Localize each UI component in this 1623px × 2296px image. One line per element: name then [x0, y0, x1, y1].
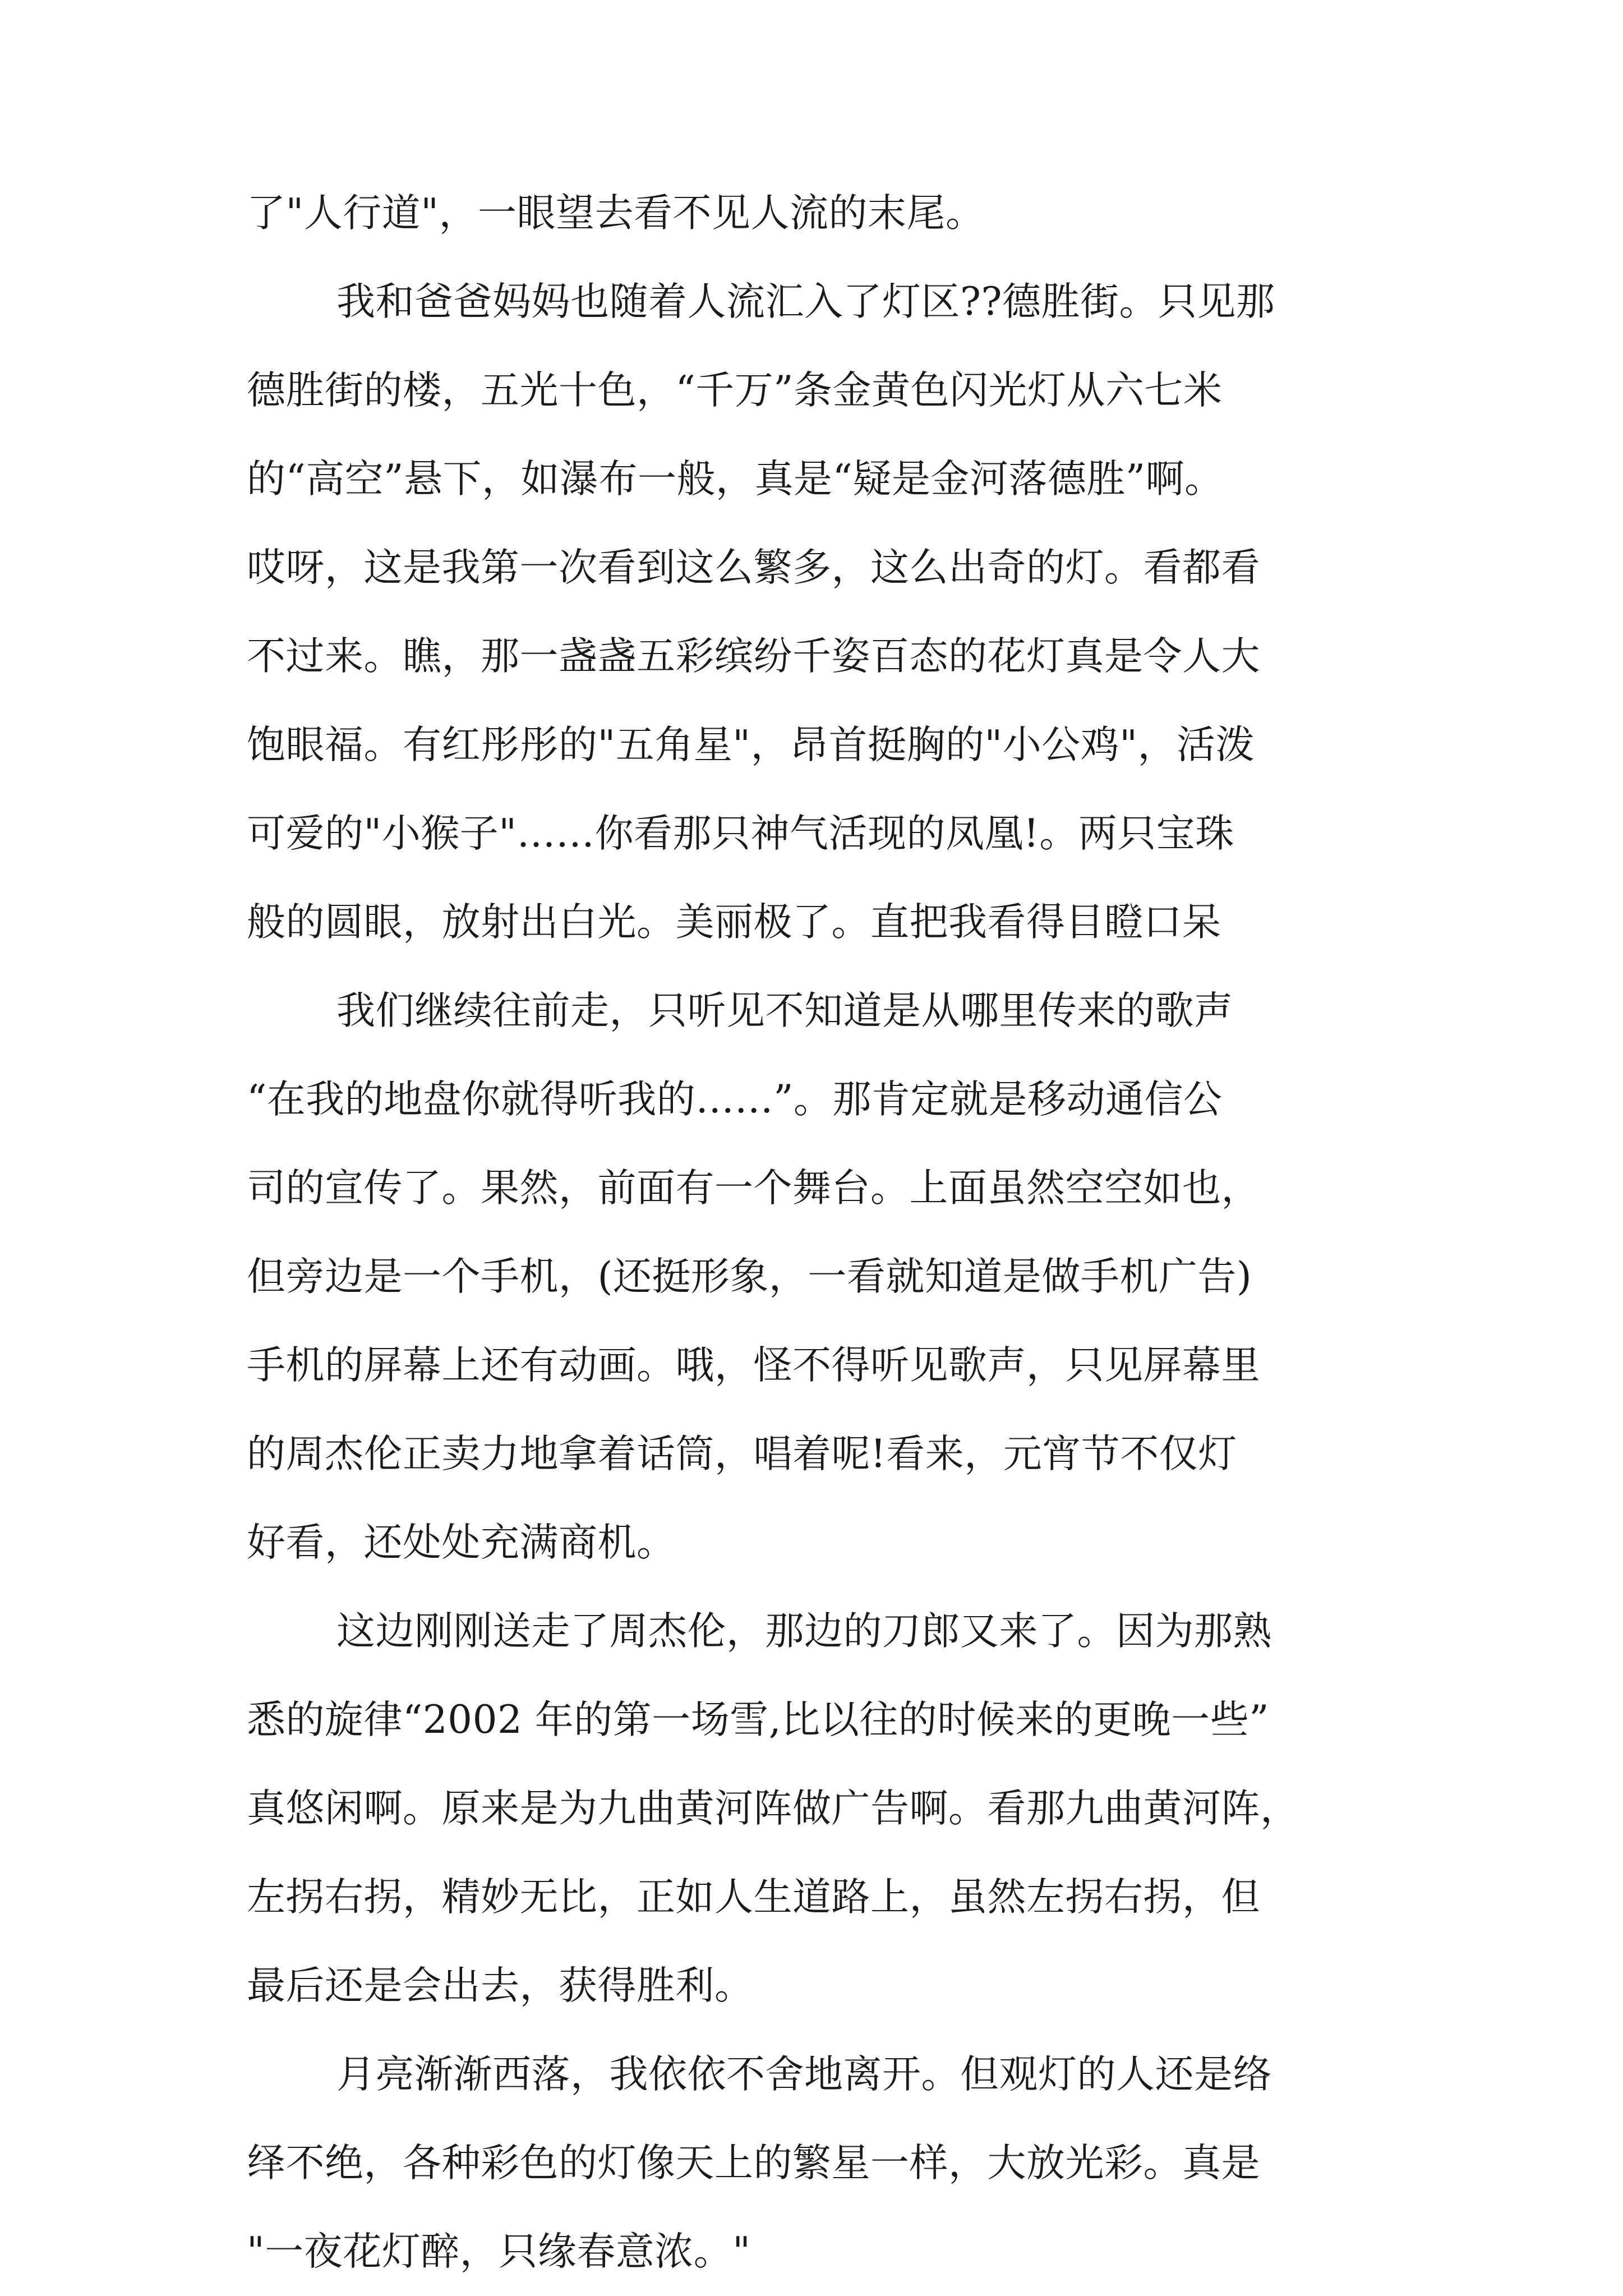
- text-line: 我们继续往前走，只听见不知道是从哪里传来的歌声: [336, 988, 1233, 1033]
- text-line: 般的圆眼，放射出白光。美丽极了。直把我看得目瞪口呆: [247, 900, 1221, 945]
- text-line: 最后还是会出去，获得胜利。: [247, 1963, 754, 2008]
- text-line: 司的宣传了。果然，前面有一个舞台。上面虽然空空如也，: [247, 1166, 1260, 1211]
- text-line: 的周杰伦正卖力地拿着话筒，唱着呢!看来，元宵节不仅灯: [247, 1432, 1237, 1476]
- text-line: 手机的屏幕上还有动画。哦，怪不得听见歌声，只见屏幕里: [247, 1343, 1260, 1388]
- text-line: 饱眼福。有红彤彤的"五角星"，昂首挺胸的"小公鸡"，活泼: [247, 723, 1255, 767]
- text-line: 的“高空”悬下，如瀑布一般，真是“疑是金河落德胜”啊。: [247, 457, 1224, 501]
- text-line: 好看，还处处充满商机。: [247, 1520, 676, 1565]
- text-line: 可爱的"小猴子"……你看那只神气活现的凤凰!。两只宝珠: [247, 811, 1234, 856]
- text-line: 左拐右拐，精妙无比，正如人生道路上，虽然左拐右拐，但: [247, 1875, 1260, 1920]
- text-line: 绎不绝，各种彩色的灯像天上的繁星一样，大放光彩。真是: [247, 2141, 1260, 2185]
- text-line: 月亮渐渐西落，我依依不舍地离开。但观灯的人还是络: [336, 2052, 1272, 2097]
- text-line: 哎呀，这是我第一次看到这么繁多，这么出奇的灯。看都看: [247, 545, 1260, 590]
- text-line: 但旁边是一个手机，(还挺形象，一看就知道是做手机广告): [247, 1254, 1252, 1299]
- text-line: 德胜街的楼，五光十色，“千万”条金黄色闪光灯从六七米: [247, 368, 1223, 413]
- text-line: 真悠闲啊。原来是为九曲黄河阵做广告啊。看那九曲黄河阵，: [247, 1786, 1299, 1831]
- text-line: 悉的旋律“2002 年的第一场雪,比以往的时候来的更晚一些”: [247, 1697, 1270, 1742]
- text-line: 了"人行道"，一眼望去看不见人流的末尾。: [247, 191, 985, 236]
- text-line: 这边刚刚送走了周杰伦，那边的刀郎又来了。因为那熟: [336, 1609, 1272, 1654]
- text-line: "一夜花灯醉，只缘春意浓。": [247, 2229, 751, 2274]
- text-line: 我和爸爸妈妈也随着人流汇入了灯区??德胜街。只见那: [336, 279, 1275, 324]
- text-line: 不过来。瞧，那一盏盏五彩缤纷千姿百态的花灯真是令人大: [247, 634, 1260, 679]
- text-line: “在我的地盘你就得听我的……”。那肯定就是移动通信公: [247, 1077, 1223, 1122]
